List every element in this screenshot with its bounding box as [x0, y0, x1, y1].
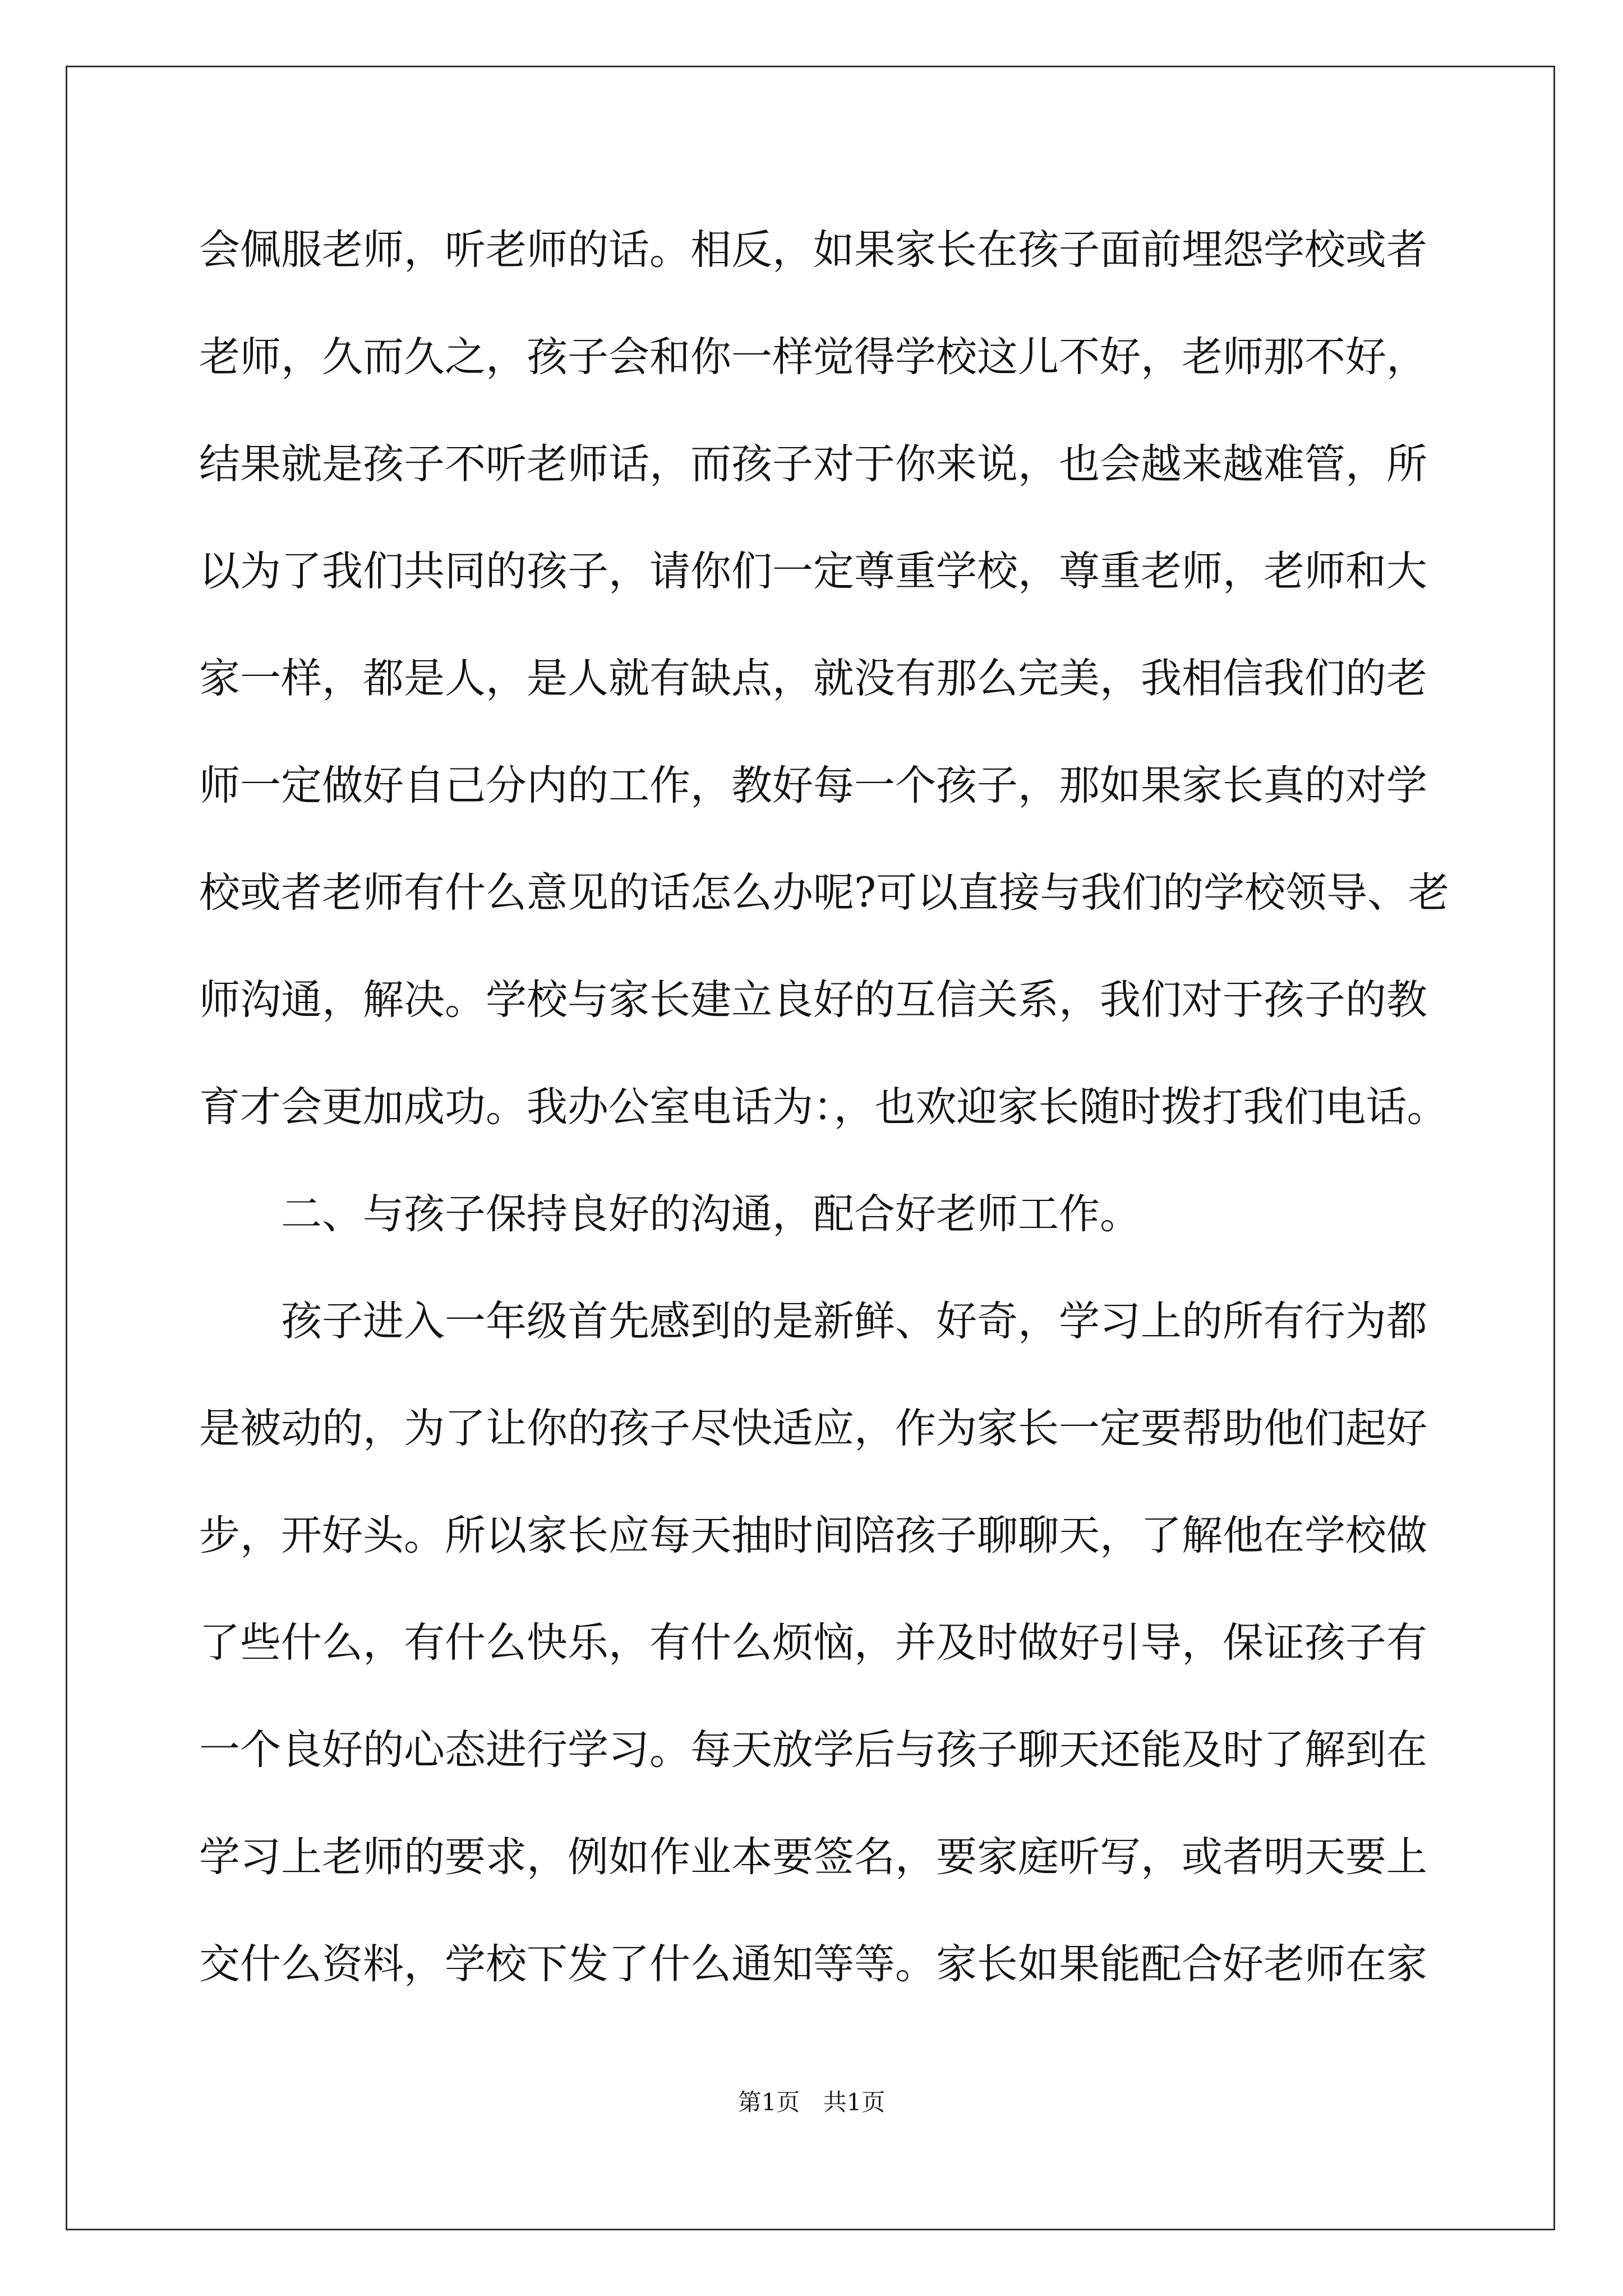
paragraph-line: 师沟通，解决。学校与家长建立良好的互信关系，我们对于孩子的教 [199, 976, 1427, 1024]
page-total: 共1页 [823, 2088, 886, 2116]
paragraph-line: 以为了我们共同的孩子，请你们一定尊重学校，尊重老师，老师和大 [199, 547, 1427, 595]
paragraph-line: 育才会更加成功。我办公室电话为：，也欢迎家长随时拨打我们电话。 [199, 1083, 1448, 1131]
section-heading: 二、与孩子保持良好的沟通，配合好老师工作。 [281, 1190, 1141, 1238]
paragraph-line: 一个良好的心态进行学习。每天放学后与孩子聊天还能及时了解到在 [199, 1726, 1427, 1774]
paragraph-line: 学习上老师的要求，例如作业本要签名，要家庭听写，或者明天要上 [199, 1833, 1427, 1881]
page-footer [0, 2084, 1623, 2118]
paragraph-line: 是被动的，为了让你的孩子尽快适应，作为家长一定要帮助他们起好 [199, 1405, 1427, 1452]
paragraph-line: 步，开好头。所以家长应每天抽时间陪孩子聊聊天，了解他在学校做 [199, 1512, 1427, 1559]
paragraph-line: 结果就是孩子不听老师话，而孩子对于你来说，也会越来越难管，所 [199, 440, 1427, 488]
paragraph-line: 孩子进入一年级首先感到的是新鲜、好奇，学习上的所有行为都 [281, 1297, 1427, 1345]
paragraph-line: 会佩服老师，听老师的话。相反，如果家长在孩子面前埋怨学校或者 [199, 226, 1427, 274]
page-number: 第1页 [737, 2088, 800, 2116]
paragraph-line: 了些什么，有什么快乐，有什么烦恼，并及时做好引导，保证孩子有 [199, 1619, 1427, 1667]
paragraph-line: 交什么资料，学校下发了什么通知等等。家长如果能配合好老师在家 [199, 1940, 1427, 1988]
paragraph-line: 老师，久而久之，孩子会和你一样觉得学校这儿不好，老师那不好， [199, 333, 1427, 381]
paragraph-line: 师一定做好自己分内的工作，教好每一个孩子，那如果家长真的对学 [199, 762, 1427, 809]
paragraph-line: 校或者老师有什么意见的话怎么办呢?可以直接与我们的学校领导、老 [199, 869, 1450, 917]
paragraph-line: 家一样，都是人，是人就有缺点，就没有那么完美，我相信我们的老 [199, 655, 1427, 702]
document-body [199, 196, 1450, 2018]
